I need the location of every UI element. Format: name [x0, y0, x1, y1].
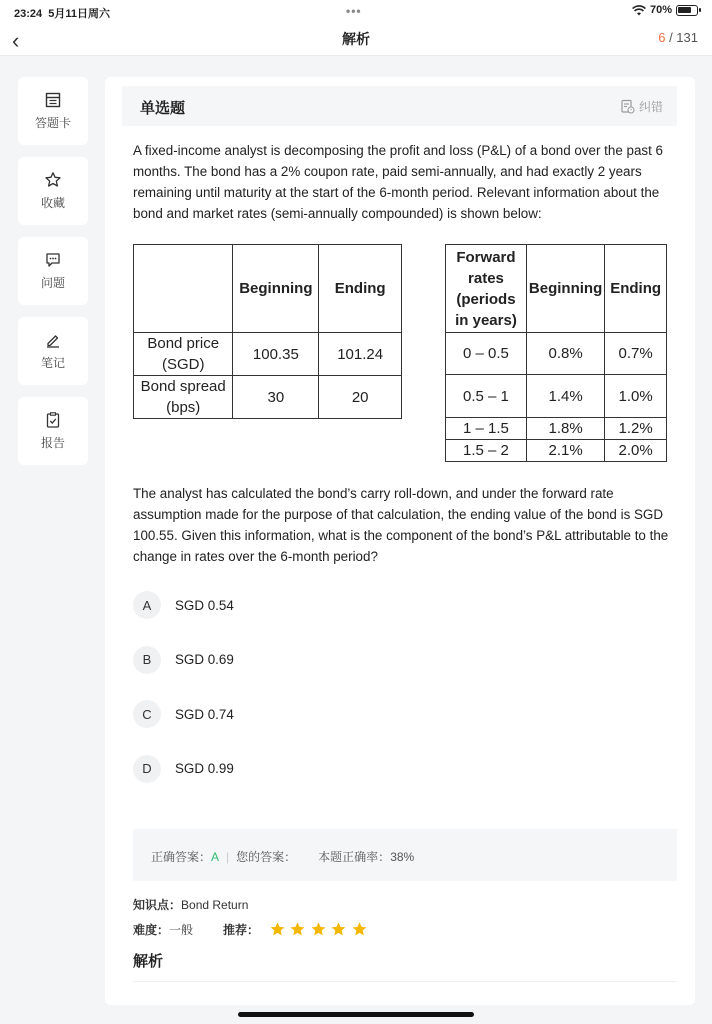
option-a[interactable] [133, 590, 234, 620]
question-type: 单选题 [140, 100, 186, 117]
table-header-cell: Ending [605, 245, 667, 333]
table-row [446, 333, 667, 375]
star-filled-icon [310, 921, 327, 938]
table-cell-label: Bond spread (bps) [134, 376, 233, 419]
star-filled-icon [269, 921, 286, 938]
star-filled-icon [351, 921, 368, 938]
sidebar-item-questions[interactable] [18, 237, 88, 305]
table-cell: 2.0% [605, 440, 667, 462]
accuracy-label: 本题正确率： [318, 850, 391, 864]
table-cell: 2.1% [526, 440, 604, 462]
divider [133, 981, 677, 982]
table-cell-label: 1.5 – 2 [446, 440, 527, 462]
status-time: 23:24 5月11日周六 [14, 8, 111, 20]
option-text: SGD 0.74 [175, 706, 234, 722]
option-letter: C [133, 700, 161, 728]
difficulty-row [133, 921, 368, 938]
option-letter: B [133, 646, 161, 674]
sidebar-item-label: 笔记 [40, 356, 65, 370]
table-cell-label: 0.5 – 1 [446, 375, 527, 418]
question-stem-continued: The analyst has calculated the bond’s carry roll-down, and under the forward rate assumption made for the purpose of that calculation, the ending value of the bond is SGD 100.55. Given this information, what is the component of the bond’s P&L attributable to the change in rates over the 6-month period? [133, 486, 669, 564]
table-header-cell: Beginning [526, 245, 604, 333]
correct-answer: A [211, 849, 220, 864]
table-header-cell: Beginning [233, 245, 319, 333]
question-header [122, 86, 677, 126]
table-cell: 0.8% [526, 333, 604, 375]
table-cell: 30 [233, 376, 319, 419]
answer-options [133, 590, 234, 808]
table-cell: 100.35 [233, 333, 319, 376]
analysis-heading: 解析 [133, 953, 164, 970]
answer-separator: | [226, 849, 230, 864]
nav-bar [0, 22, 712, 56]
answer-summary [133, 829, 677, 881]
multitask-dots[interactable]: ••• [346, 4, 362, 18]
status-bar [0, 0, 712, 22]
question-counter [658, 30, 698, 45]
table-cell: 1.0% [605, 375, 667, 418]
option-c[interactable] [133, 699, 234, 729]
table-cell: 20 [319, 376, 402, 419]
table-header-cell: Forward rates (periods in years) [446, 245, 527, 333]
sidebar-item-label: 报告 [40, 436, 65, 450]
answer-sheet-icon [44, 91, 62, 109]
comment-icon [44, 251, 62, 269]
knowledge-point [133, 896, 248, 913]
table-header-cell: Ending [319, 245, 402, 333]
current-question: 6 [658, 30, 666, 45]
table-cell-label: 1 – 1.5 [446, 418, 527, 440]
table-row [134, 376, 402, 419]
sidebar-item-report[interactable] [18, 397, 88, 465]
knowledge-label: 知识点： [133, 898, 182, 912]
table-cell: 1.2% [605, 418, 667, 440]
table-cell: 101.24 [319, 333, 402, 376]
wifi-icon [632, 5, 646, 16]
star-outline-icon [44, 171, 62, 189]
pen-icon [44, 331, 62, 349]
option-d[interactable] [133, 754, 234, 784]
table-cell-label: 0 – 0.5 [446, 333, 527, 375]
table-cell: 1.8% [526, 418, 604, 440]
accuracy-rate: 38% [390, 849, 415, 864]
sidebar-item-label: 答题卡 [34, 116, 71, 130]
table-header-row [446, 245, 667, 333]
option-text: SGD 0.69 [175, 652, 234, 667]
table-header-row [134, 245, 402, 333]
sidebar-item-answer-sheet[interactable] [18, 77, 88, 145]
question-card [105, 77, 695, 1005]
difficulty-label: 难度： [133, 923, 170, 937]
recommend-label: 推荐： [223, 923, 260, 937]
option-letter: A [133, 591, 161, 619]
option-text: SGD 0.99 [175, 761, 234, 776]
bond-table [133, 244, 402, 419]
option-text: SGD 0.54 [175, 597, 234, 613]
page-title: 解析 [342, 31, 370, 47]
sidebar-item-notes[interactable] [18, 317, 88, 385]
table-row [446, 375, 667, 418]
counter-slash: / [665, 30, 677, 45]
report-icon [44, 411, 62, 429]
star-filled-icon [330, 921, 347, 938]
back-button[interactable]: ‹ [12, 28, 20, 53]
sidebar-item-label: 收藏 [40, 196, 65, 210]
report-error-button[interactable] [620, 98, 663, 115]
battery-icon [676, 5, 698, 16]
table-row [446, 440, 667, 462]
sidebar [18, 77, 88, 477]
battery-percent: 70% [649, 4, 672, 16]
sidebar-item-favorite[interactable] [18, 157, 88, 225]
recommend-stars [265, 921, 368, 938]
home-indicator[interactable] [238, 1012, 474, 1017]
option-b[interactable] [133, 645, 234, 675]
sidebar-item-label: 问题 [40, 276, 65, 290]
difficulty-value: 一般 [169, 923, 194, 937]
question-stem: A fixed-income analyst is decomposing the profit and loss (P&L) of a bond over the past 6 months. The bond has a 2% coupon rate, paid semi-annually, and had exactly 2 years remaining until maturity at the start of the 6-month period. Relevant information about the bond and market rates (semi-annually compounded) is shown below: [133, 143, 663, 221]
table-cell-label: Bond price (SGD) [134, 333, 233, 376]
report-error-label: 纠错 [638, 100, 663, 114]
table-row [446, 418, 667, 440]
star-filled-icon [289, 921, 306, 938]
knowledge-value: Bond Return [181, 897, 249, 912]
total-questions: 131 [676, 30, 698, 45]
option-letter: D [133, 755, 161, 783]
table-cell: 1.4% [526, 375, 604, 418]
correct-answer-label: 正确答案： [151, 850, 212, 864]
table-header-cell [134, 245, 233, 333]
error-report-icon [620, 99, 635, 114]
table-cell: 0.7% [605, 333, 667, 375]
table-row [134, 333, 402, 376]
your-answer-label: 您的答案： [236, 850, 297, 864]
forward-rates-table [445, 244, 667, 462]
